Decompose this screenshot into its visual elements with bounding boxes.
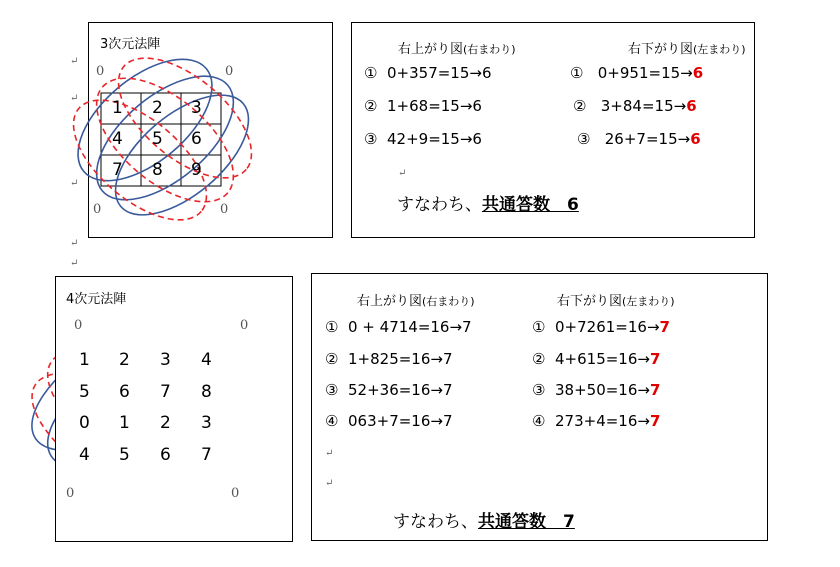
eq-row-1b: ① 0+7261=16→7 (532, 318, 670, 336)
eq-row-3b: ③ 38+50=16→7 (532, 381, 661, 399)
grid-cell: 5 (79, 382, 90, 402)
grid-cell: 1 (112, 98, 123, 118)
diagram-4d-frame (55, 276, 293, 542)
diagram-4d-title: 4次元法陣 (66, 292, 127, 307)
header-right-down: 右下がり図(左まわり) (628, 42, 746, 57)
header-right-up: 右上がり図(右まわり) (398, 42, 516, 57)
corner-zero: 0 (240, 318, 249, 333)
grid-cell: 5 (152, 129, 163, 149)
grid-cell: 4 (112, 129, 123, 149)
grid-cell: 8 (152, 160, 163, 180)
corner-zero: 0 (220, 202, 229, 217)
grid-cell: 4 (79, 445, 90, 465)
grid-cell: 3 (160, 350, 171, 370)
paragraph-mark: ↵ (70, 238, 79, 249)
grid-cell: 7 (160, 382, 171, 402)
grid-cell: 6 (191, 129, 202, 149)
paragraph-mark: ↵ (70, 258, 79, 269)
grid-cell: 6 (119, 382, 130, 402)
eq-row-1: ① 0 + 4714=16→7 (325, 318, 472, 336)
grid-cell: 1 (119, 413, 130, 433)
equations-4d-frame (311, 273, 768, 541)
paragraph-mark: ↵ (398, 168, 407, 179)
corner-zero: 0 (93, 202, 102, 217)
grid-cell: 4 (201, 350, 212, 370)
paragraph-mark: ↵ (70, 178, 79, 189)
corner-zero: 0 (231, 486, 240, 501)
eq-row-2: ② 1+68=15→6 (364, 97, 482, 115)
paragraph-mark: ↵ (325, 478, 334, 489)
corner-zero: 0 (225, 64, 234, 79)
corner-zero: 0 (96, 64, 105, 79)
diagram-3d-title: 3次元法陣 (100, 37, 161, 52)
grid-cell: 8 (201, 382, 212, 402)
eq-row-4b: ④ 273+4=16→7 (532, 412, 661, 430)
header-right-down: 右下がり図(左まわり) (557, 294, 675, 309)
grid-cell: 2 (160, 413, 171, 433)
grid-cell: 1 (79, 350, 90, 370)
grid-cell: 3 (191, 98, 202, 118)
eq-row-3b: ③ 26+7=15→6 (577, 130, 701, 148)
grid-cell: 2 (152, 98, 163, 118)
eq-row-3: ③ 52+36=16→7 (325, 381, 453, 399)
corner-zero: 0 (74, 318, 83, 333)
blue-ellipses-3d (57, 36, 269, 237)
grid-cell: 9 (191, 160, 202, 180)
eq-row-2b: ② 4+615=16→7 (532, 350, 661, 368)
paragraph-mark: ↵ (325, 448, 334, 459)
grid-cell: 5 (119, 445, 130, 465)
grid-cell: 2 (119, 350, 130, 370)
eq-row-2b: ② 3+84=15→6 (573, 97, 697, 115)
summary-3d: すなわち、共通答数 6 (397, 195, 579, 215)
summary-4d: すなわち、共通答数 7 (393, 512, 575, 532)
eq-row-4: ④ 063+7=16→7 (325, 412, 453, 430)
header-right-up: 右上がり図(右まわり) (357, 294, 475, 309)
grid-cell: 0 (79, 413, 90, 433)
eq-row-1: ① 0+357=15→6 (364, 64, 492, 82)
grid-cell: 7 (201, 445, 212, 465)
eq-row-1b: ① 0+951=15→6 (570, 64, 704, 82)
paragraph-mark: ↵ (70, 93, 79, 104)
grid-cell: 3 (201, 413, 212, 433)
paragraph-mark: ↵ (70, 56, 79, 67)
eq-row-2: ② 1+825=16→7 (325, 350, 453, 368)
eq-row-3: ③ 42+9=15→6 (364, 130, 482, 148)
corner-zero: 0 (66, 486, 75, 501)
grid-cell: 7 (112, 160, 123, 180)
grid-cell: 6 (160, 445, 171, 465)
